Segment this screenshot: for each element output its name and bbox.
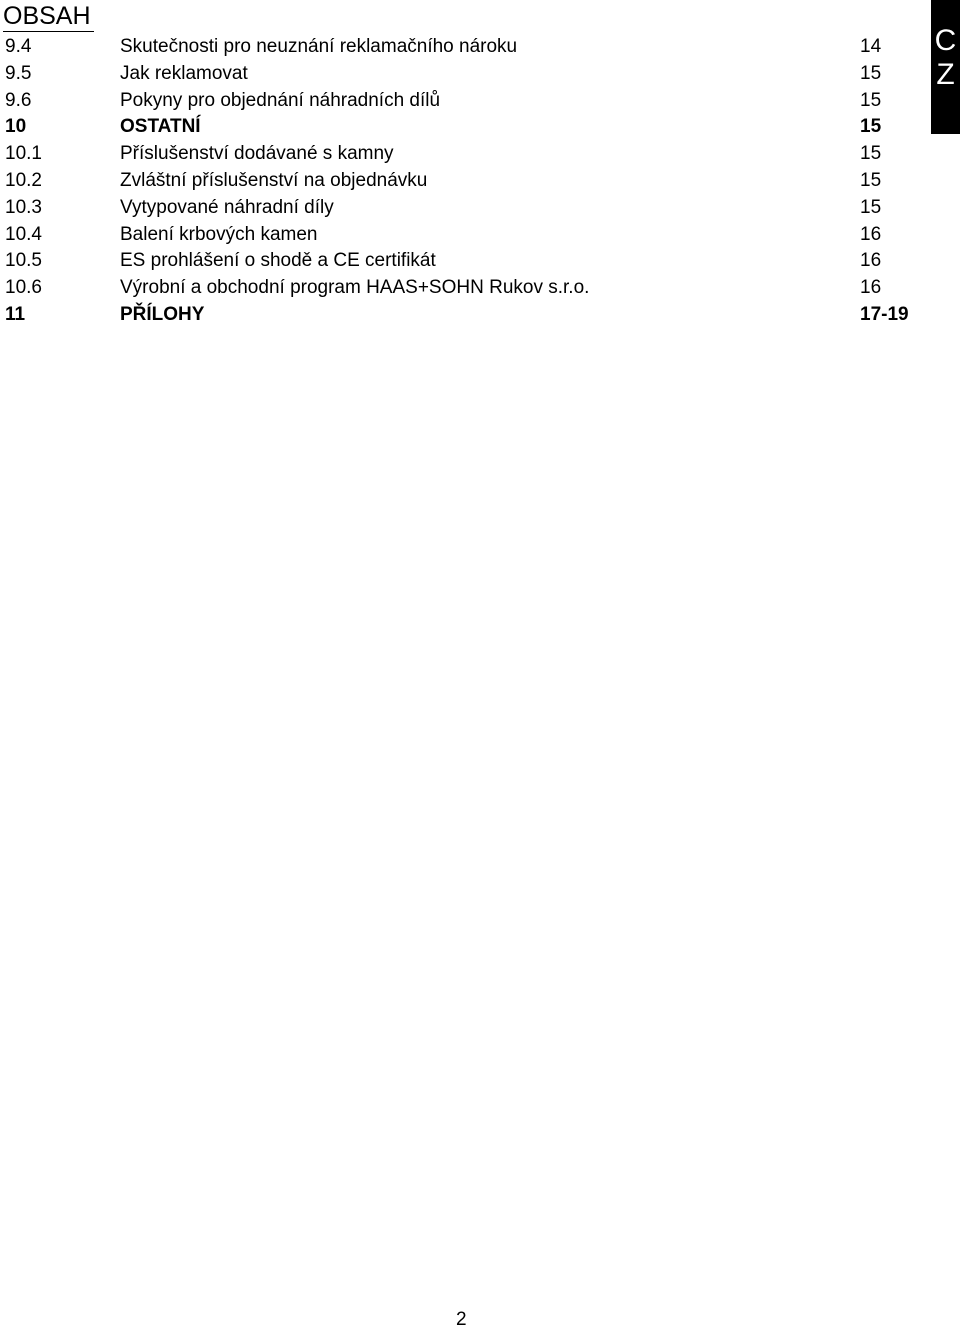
- toc-page-number: 15: [860, 196, 882, 218]
- toc-row: [0, 141, 930, 168]
- toc-number: 9.6: [5, 89, 32, 111]
- toc-title: Skutečnosti pro neuznání reklamačního nároku: [120, 36, 518, 57]
- toc-page-number: 16: [860, 223, 882, 245]
- toc-list: [0, 34, 930, 329]
- toc-page-number: 15: [860, 143, 882, 165]
- toc-title: Vytypované náhradní díly: [120, 196, 334, 218]
- toc-page-number: 16: [860, 277, 882, 299]
- toc-title: Zvláštní příslušenství na objednávku: [120, 169, 428, 191]
- toc-title: Jak reklamovat: [120, 62, 248, 84]
- toc-number: 10.2: [5, 169, 42, 191]
- language-tab-letter: C: [934, 24, 957, 57]
- toc-number: 9.5: [5, 62, 32, 84]
- toc-title: Příslušenství dodávané s kamny: [120, 143, 394, 165]
- toc-number: 10.5: [5, 250, 42, 272]
- toc-number: 10.4: [5, 223, 42, 245]
- toc-page-number: 14: [860, 36, 882, 57]
- toc-row: [0, 114, 930, 141]
- toc-row: [0, 222, 930, 249]
- toc-title: OSTATNÍ: [120, 116, 201, 138]
- toc-page-number: 15: [860, 169, 882, 191]
- toc-row: [0, 195, 930, 222]
- toc-page-number: 15: [860, 89, 882, 111]
- toc-title: Balení krbových kamen: [120, 223, 318, 245]
- language-tab-letter: Z: [936, 58, 955, 91]
- page-number: 2: [456, 1309, 467, 1330]
- toc-number: 9.4: [5, 36, 32, 57]
- toc-number: 10.6: [5, 277, 42, 299]
- toc-page-number: 15: [860, 62, 882, 84]
- toc-heading: OBSAH: [3, 2, 94, 32]
- toc-row: [0, 302, 930, 329]
- toc-row: [0, 34, 930, 61]
- toc-number: 11: [5, 303, 26, 325]
- language-tab: [931, 0, 960, 134]
- toc-page-number: 17-19: [860, 303, 909, 325]
- toc-number: 10.3: [5, 196, 42, 218]
- toc-number: 10: [5, 116, 27, 138]
- toc-row: [0, 61, 930, 88]
- toc-page-number: 15: [860, 116, 882, 138]
- toc-row: [0, 88, 930, 115]
- toc-title: ES prohlášení o shodě a CE certifikát: [120, 250, 436, 272]
- toc-row: [0, 248, 930, 275]
- toc-row: [0, 168, 930, 195]
- toc-title: Pokyny pro objednání náhradních dílů: [120, 89, 441, 111]
- toc-title: Výrobní a obchodní program HAAS+SOHN Rukov s.r.o.: [120, 277, 590, 299]
- toc-title: PŘÍLOHY: [120, 303, 205, 325]
- toc-number: 10.1: [5, 143, 42, 165]
- toc-row: [0, 275, 930, 302]
- toc-page-number: 16: [860, 250, 882, 272]
